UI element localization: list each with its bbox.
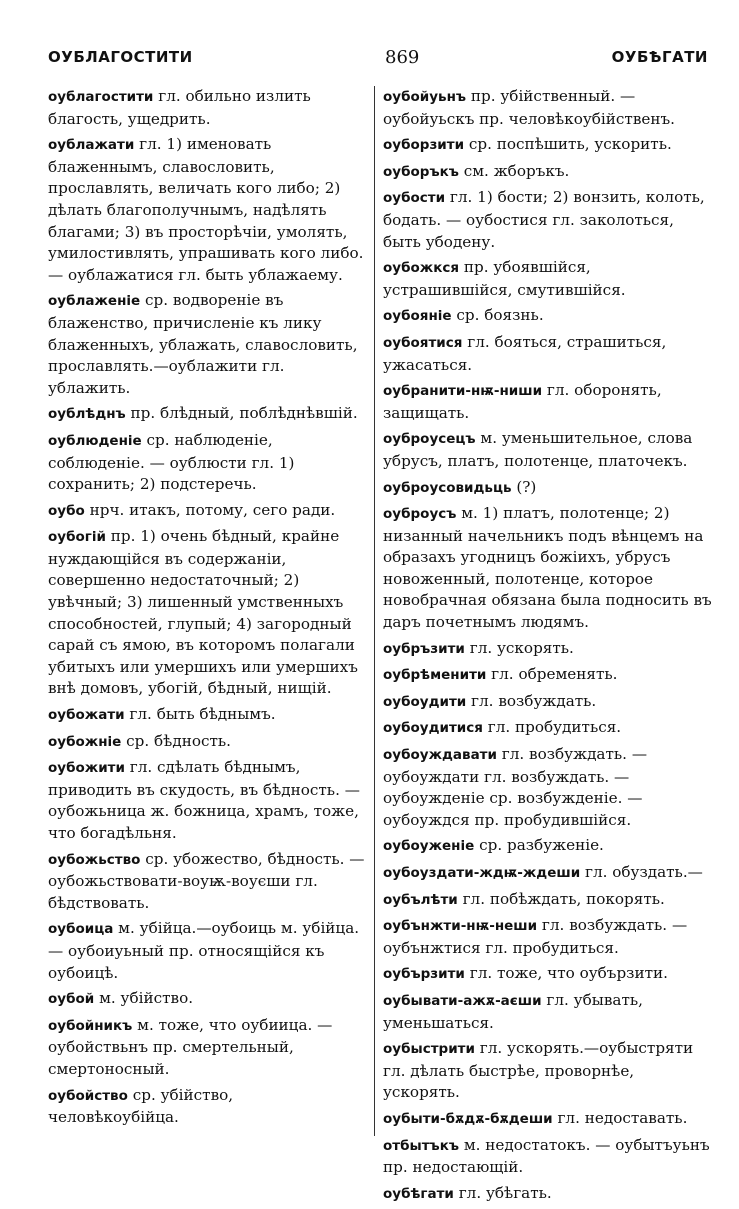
entry-headword: оуборъкъ (383, 163, 459, 180)
entry-headword: оуброусовидьць (383, 479, 512, 496)
entry-headword: оуброусъ (383, 506, 457, 523)
right-running-headword: ОУБѢГАТИ (611, 48, 708, 66)
dictionary-entry (383, 664, 713, 687)
entry-definition: гл. побѣждать, покорять. (457, 889, 665, 908)
dictionary-entry (48, 403, 368, 426)
entry-headword: оубълѣти (383, 891, 458, 908)
entry-definition: ср. наблюденіе, соблюденіе. — оублюсти гл. 1) сохранить; 2) подстеречь. (48, 430, 295, 494)
entry-headword: оубоудитися (383, 720, 483, 737)
dictionary-entry (48, 134, 368, 286)
entry-headword: оубояніе (383, 308, 452, 325)
dictionary-entry (383, 187, 713, 253)
dictionary-entry (48, 86, 368, 130)
dictionary-entry (383, 1108, 713, 1131)
dictionary-entry (48, 1085, 368, 1129)
entry-definition: м. убійство. (94, 989, 194, 1008)
entry-headword: оубо (48, 502, 85, 519)
page-number: 869 (385, 46, 420, 68)
dictionary-entry (383, 86, 713, 130)
entry-headword: оубожніе (48, 733, 122, 750)
entry-headword: оублажати (48, 137, 135, 154)
entry-definition: м. недостатокъ. — оубытъуьнъ пр. недостающій. (383, 1135, 710, 1177)
dictionary-entry (48, 290, 368, 399)
entry-definition: ср. убожество, бѣдность. — оубожьствовати-воуѭ-воуєши гл. бѣдствовать. (48, 849, 365, 912)
entry-headword: оуборзити (383, 137, 465, 154)
entry-definition: м. тоже, что оубиица. — оубойствьнъ пр. смертельный, смертоносный. (48, 1015, 333, 1078)
entry-headword: оубръзити (383, 640, 465, 657)
entry-definition: ср. водвореніе въ блаженство, причисленіе къ лику блаженныхъ, ублажать, славословить, прославлять.—оублажити гл. ублажить. (48, 291, 358, 397)
entry-definition: гл. обильно излить благость, ущедрить. (48, 87, 311, 128)
entry-definition: ср. поспѣшить, ускорить. (464, 135, 672, 154)
entry-definition: пр. блѣдный, поблѣднѣвшій. (125, 404, 358, 423)
dictionary-entry (383, 717, 713, 740)
entry-definition: ср. убійство, человѣкоубійца. (48, 1085, 234, 1127)
dictionary-entry (48, 430, 368, 496)
entry-definition: гл. недоставать. (552, 1108, 688, 1127)
entry-headword: оубойуьнъ (383, 89, 467, 105)
dictionary-entry (383, 380, 713, 424)
dictionary-entry (383, 503, 713, 634)
entry-headword: оубранити-нѭ-ниши (383, 383, 543, 400)
entry-definition: гл. убывать, уменьшаться. (383, 990, 643, 1032)
entry-definition: гл. пробудиться. (482, 718, 622, 737)
dictionary-entry (48, 704, 368, 727)
dictionary-entry (383, 134, 713, 157)
entry-definition: гл. обременять. (486, 665, 618, 684)
entry-headword: оубѣгати (383, 1185, 454, 1202)
entry-definition: гл. 1) именовать блаженнымъ, славословить, прославлять, величать кого либо; 2) дѣлать благополучнымъ, надѣлять благами; 3) въ просторѣчіи, умолять, умилостивлять, упрашивать кого либо.— оублажатися гл. быть ублажаему. (48, 135, 364, 284)
entry-definition: гл. бояться, страшиться, ужасаться. (383, 332, 667, 374)
entry-headword: оублаженіе (48, 293, 141, 310)
dictionary-entry (383, 305, 713, 328)
entry-headword: оубости (383, 190, 446, 207)
dictionary-entry (383, 428, 713, 472)
entry-headword: оубой (48, 991, 95, 1008)
entry-definition: пр. убійственный. — оубойуьскъ пр. человѣкоубійственъ. (383, 87, 675, 128)
dictionary-entry (383, 963, 713, 986)
entry-definition: ср. разбуженіе. (474, 836, 604, 855)
entry-definition: гл. возбуждать. —оубънжтися гл. пробудиться. (383, 916, 688, 957)
right-column (383, 86, 713, 1209)
dictionary-entry (48, 849, 368, 915)
entry-definition: гл. тоже, что оубързити. (464, 964, 668, 983)
entry-definition: гл. обуздать.— (580, 863, 703, 881)
entry-headword: оублѣднъ (48, 406, 126, 423)
entry-headword: оубоятися (383, 334, 463, 351)
entry-definition: м. убійца.—оубоиць м. убійца. — оубоиуьный пр. относящійся къ оубоицѣ. (48, 919, 360, 982)
dictionary-entry (383, 1135, 713, 1179)
dictionary-entry (383, 1038, 713, 1104)
entry-headword: оублюденіе (48, 432, 142, 449)
entry-definition: гл. сдѣлать бѣднымъ, приводить въ скудость, въ бѣдность. —оубожьница ж. божница, храмъ, тоже, что богадѣльня. (48, 758, 360, 842)
column-divider (374, 86, 375, 1136)
dictionary-entry (383, 477, 713, 500)
entry-definition: ср. бѣдность. (121, 731, 231, 750)
entry-headword: оубывати-ажѫ-аєши (383, 992, 542, 1009)
entry-definition: гл. оборонять, защищать. (383, 381, 662, 422)
dictionary-entry (383, 332, 713, 376)
dictionary-entry (383, 835, 713, 858)
entry-definition: пр. убоявшійся, устрашившійся, смутившійся. (383, 258, 626, 299)
entry-headword: оубыти-бѫдѫ-бѫдеши (383, 1110, 553, 1127)
entry-definition: (?) (511, 477, 537, 496)
left-running-headword: ОУБЛАГОСТИТИ (48, 48, 193, 66)
entry-headword: оубънжти-нѭ-неши (383, 918, 538, 935)
entry-headword: оублагостити (48, 89, 154, 105)
dictionary-entry (383, 257, 713, 301)
dictionary-entry (383, 638, 713, 661)
dictionary-entry (48, 526, 368, 700)
entry-definition: гл. возбуждать. (466, 691, 597, 710)
entry-headword: оубожити (48, 760, 125, 777)
entry-definition: гл. 1) бости; 2) вонзить, колоть, бодать. — оубостися гл. заколоться, быть убодену. (383, 188, 705, 251)
entry-definition: нрч. итакъ, потому, сего ради. (84, 500, 336, 519)
dictionary-entry (48, 1015, 368, 1081)
dictionary-entry (383, 691, 713, 714)
entry-definition: гл. быть бѣднымъ. (124, 705, 276, 724)
entry-definition: см. жборъкъ. (458, 161, 570, 180)
entry-headword: оубожьство (48, 851, 141, 868)
entry-headword: оуброусецъ (383, 431, 476, 448)
dictionary-entry (383, 889, 713, 912)
entry-definition: гл. ускорять.—оубыстряти гл. дѣлать быстрѣе, проворнѣе, ускорять. (383, 1039, 694, 1102)
dictionary-entry (48, 988, 368, 1011)
entry-definition: гл. возбуждать. — оубоуждати гл. возбуждать. — оубоужденіе ср. возбужденіе. — оубоуждся пр. пробудившійся. (383, 745, 648, 829)
columns (48, 86, 712, 1202)
left-column (48, 86, 368, 1133)
dictionary-entry (383, 744, 713, 831)
entry-headword: оубойство (48, 1087, 128, 1104)
entry-headword: оубойникъ (48, 1017, 133, 1034)
entry-definition: м. 1) платъ, полотенце; 2) низанный начельникъ подъ вѣнцемъ на образахъ угодницъ божіихъ, убрусъ новоженный, полотенце, которое новобрачная обязана была подносить въ даръ почетнымъ людямъ. (383, 504, 712, 632)
dictionary-entry (48, 918, 368, 984)
page-header (48, 42, 708, 72)
entry-headword: отбытъкъ (383, 1137, 460, 1154)
entry-headword: оубоуздати-ждѭ-ждеши (383, 865, 581, 881)
dictionary-entry (383, 915, 713, 959)
entry-headword: оубогій (48, 529, 106, 546)
dictionary-entry (383, 1183, 713, 1206)
dictionary-entry (48, 757, 368, 844)
entry-definition: гл. ускорять. (464, 638, 574, 657)
entry-definition: пр. 1) очень бѣдный, крайне нуждающійся въ содержаніи, совершенно недостаточный; 2) увѣчный; 3) лишенный умственныхъ способностей, глупый; 4) загородный сарай съ ямою, въ которомъ полагали убитыхъ или умершихъ или умершихъ внѣ домовъ, убогій, бѣдный, нищій. (48, 527, 358, 698)
entry-headword: оубыстрити (383, 1041, 475, 1058)
dictionary-entry (48, 500, 368, 523)
dictionary-entry (48, 731, 368, 754)
entry-headword: оубързити (383, 966, 465, 983)
entry-definition: м. уменьшительное, слова убрусъ, платъ, полотенце, платочекъ. (383, 429, 693, 470)
dictionary-entry (383, 161, 713, 184)
entry-headword: оубоуждавати (383, 747, 497, 764)
entry-definition: ср. боязнь. (451, 306, 544, 325)
dictionary-entry (383, 990, 713, 1034)
entry-headword: оубожати (48, 707, 125, 724)
entry-headword: оубожкся (383, 260, 460, 277)
entry-definition: гл. убѣгать. (453, 1183, 552, 1202)
dictionary-entry (383, 862, 713, 885)
entry-headword: оубоуженіе (383, 838, 475, 855)
entry-headword: оубоица (48, 921, 114, 938)
entry-headword: оубоудити (383, 693, 467, 710)
entry-headword: оубрѣменити (383, 667, 487, 684)
